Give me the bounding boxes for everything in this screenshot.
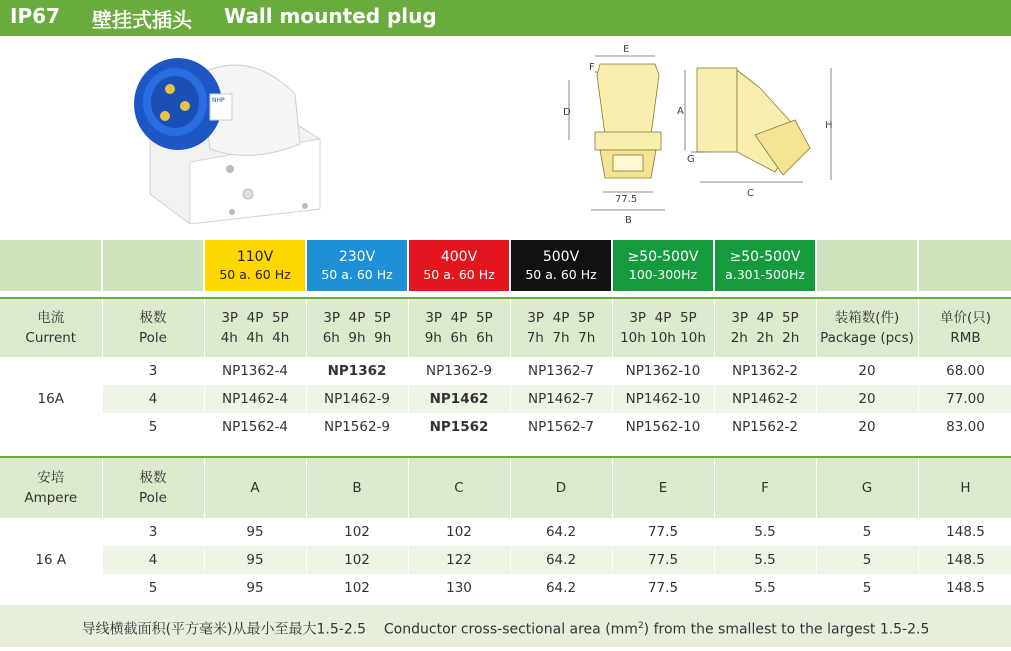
price-cell: 83.00	[918, 413, 1011, 441]
current-value: 16A	[0, 357, 102, 441]
code-cell: NP1362-7	[510, 357, 612, 385]
table-row	[0, 574, 1011, 602]
table-row	[0, 357, 1011, 385]
conductor-note-cn: 导线横截面积(平方毫米)从最小至最大1.5-2.5	[81, 621, 367, 638]
dim-cell: 77.5	[612, 574, 714, 602]
voltage-400v: 400V 50 a. 60 Hz	[408, 240, 510, 291]
code-cell-standard: NP1362	[306, 357, 408, 385]
voltage-50-500v-301-500hz: ≥50-500V a.301-500Hz	[714, 240, 816, 291]
code-cell: NP1462-9	[306, 385, 408, 413]
conductor-note-sup: 2	[637, 621, 644, 631]
dim-cell: 102	[306, 518, 408, 546]
header-dim-c: C	[408, 457, 510, 518]
dim-cell: 148.5	[918, 574, 1011, 602]
product-image	[130, 44, 330, 224]
dim-cell: 77.5	[612, 546, 714, 574]
dim-cell: 122	[408, 546, 510, 574]
dim-cell: 102	[408, 518, 510, 546]
package-cell: 20	[816, 357, 918, 385]
header-ampere: 安培 Ampere	[0, 457, 102, 518]
dim-label-d: D	[563, 107, 571, 118]
code-cell: NP1562-7	[510, 413, 612, 441]
voltage-blank-cell	[816, 240, 918, 291]
voltage-500v: 500V 50 a. 60 Hz	[510, 240, 612, 291]
conductor-note-en-pre: Conductor cross-sectional area (mm	[383, 621, 638, 638]
header-poles-500v: 3P 4P 5P 7h 7h 7h	[510, 298, 612, 357]
code-cell: NP1462-2	[714, 385, 816, 413]
code-cell-standard: NP1462	[408, 385, 510, 413]
dim-cell: 64.2	[510, 518, 612, 546]
header-dim-a: A	[204, 457, 306, 518]
dim-cell: 102	[306, 546, 408, 574]
code-cell: NP1562-9	[306, 413, 408, 441]
dim-cell: 77.5	[612, 518, 714, 546]
dim-label-b: B	[625, 215, 632, 226]
header-dim-e: E	[612, 457, 714, 518]
dim-cell: 95	[204, 574, 306, 602]
ampere-value: 16 A	[0, 518, 102, 602]
header-dim-h: H	[918, 457, 1011, 518]
code-cell: NP1362-4	[204, 357, 306, 385]
voltage-110v: 110V 50 a. 60 Hz	[204, 240, 306, 291]
price-cell: 68.00	[918, 357, 1011, 385]
dimension-header-row	[0, 457, 1011, 518]
dim-label-e: E	[623, 44, 630, 55]
dim-cell: 95	[204, 518, 306, 546]
dim-value-77-5: 77.5	[615, 194, 638, 205]
dim-cell: 5.5	[714, 574, 816, 602]
title-bar	[0, 0, 1011, 36]
dim-cell: 5	[816, 518, 918, 546]
dim-label-a: A	[677, 106, 684, 117]
table-row	[0, 385, 1011, 413]
dim-label-c: C	[747, 188, 754, 199]
pole-cell: 5	[102, 574, 204, 602]
header-poles-110v: 3P 4P 5P 4h 4h 4h	[204, 298, 306, 357]
dim-cell: 148.5	[918, 546, 1011, 574]
package-cell: 20	[816, 413, 918, 441]
header-poles-400v: 3P 4P 5P 9h 6h 6h	[408, 298, 510, 357]
header-dim-f: F	[714, 457, 816, 518]
table-row	[0, 546, 1011, 574]
dim-label-f: F	[589, 62, 595, 73]
dim-cell: 148.5	[918, 518, 1011, 546]
dim-cell: 95	[204, 546, 306, 574]
header-poles-230v: 3P 4P 5P 6h 9h 9h	[306, 298, 408, 357]
dimension-drawing	[555, 40, 845, 230]
header-current: 电流 Current	[0, 298, 102, 357]
voltage-230v: 230V 50 a. 60 Hz	[306, 240, 408, 291]
table-row	[0, 413, 1011, 441]
conductor-note-en-post: ) from the smallest to the largest 1.5-2.5	[643, 621, 930, 638]
dim-cell: 5.5	[714, 546, 816, 574]
code-cell: NP1462-10	[612, 385, 714, 413]
package-cell: 20	[816, 385, 918, 413]
header-poles-301-500hz: 3P 4P 5P 2h 2h 2h	[714, 298, 816, 357]
header-pole: 极数 Pole	[102, 298, 204, 357]
dim-label-h: H	[825, 120, 833, 131]
pole-cell: 3	[102, 518, 204, 546]
pole-cell: 4	[102, 385, 204, 413]
header-pole: 极数 Pole	[102, 457, 204, 518]
code-cell: NP1462-4	[204, 385, 306, 413]
brand-label: NHP	[212, 97, 225, 104]
dim-cell: 130	[408, 574, 510, 602]
voltage-blank-cell	[102, 240, 204, 291]
voltage-blank-cell	[918, 240, 1011, 291]
dim-cell: 102	[306, 574, 408, 602]
title-cn: 壁挂式插头	[92, 8, 192, 32]
ordering-table	[0, 297, 1011, 441]
ordering-header-row	[0, 298, 1011, 357]
code-cell: NP1562-4	[204, 413, 306, 441]
pole-cell: 3	[102, 357, 204, 385]
table-row	[0, 518, 1011, 546]
voltage-blank-cell	[0, 240, 102, 291]
header-dim-g: G	[816, 457, 918, 518]
code-cell: NP1362-10	[612, 357, 714, 385]
code-cell-standard: NP1562	[408, 413, 510, 441]
header-package: 装箱数(件) Package (pcs)	[816, 298, 918, 357]
code-cell: NP1362-2	[714, 357, 816, 385]
dimension-table	[0, 456, 1011, 602]
title-en: Wall mounted plug	[224, 4, 437, 28]
dim-cell: 64.2	[510, 574, 612, 602]
header-poles-100-300hz: 3P 4P 5P 10h 10h 10h	[612, 298, 714, 357]
dim-cell: 64.2	[510, 546, 612, 574]
dim-label-g: G	[687, 154, 695, 165]
dim-cell: 5	[816, 574, 918, 602]
pole-cell: 4	[102, 546, 204, 574]
ip-rating: IP67	[10, 4, 60, 28]
voltage-50-500v-100-300hz: ≥50-500V 100-300Hz	[612, 240, 714, 291]
code-cell: NP1462-7	[510, 385, 612, 413]
conductor-note	[0, 605, 1011, 647]
header-dim-b: B	[306, 457, 408, 518]
dim-cell: 5	[816, 546, 918, 574]
code-cell: NP1562-10	[612, 413, 714, 441]
code-cell: NP1562-2	[714, 413, 816, 441]
header-price: 单价(只) RMB	[918, 298, 1011, 357]
voltage-header-table	[0, 240, 1011, 291]
dim-cell: 5.5	[714, 518, 816, 546]
header-dim-d: D	[510, 457, 612, 518]
pole-cell: 5	[102, 413, 204, 441]
price-cell: 77.00	[918, 385, 1011, 413]
code-cell: NP1362-9	[408, 357, 510, 385]
